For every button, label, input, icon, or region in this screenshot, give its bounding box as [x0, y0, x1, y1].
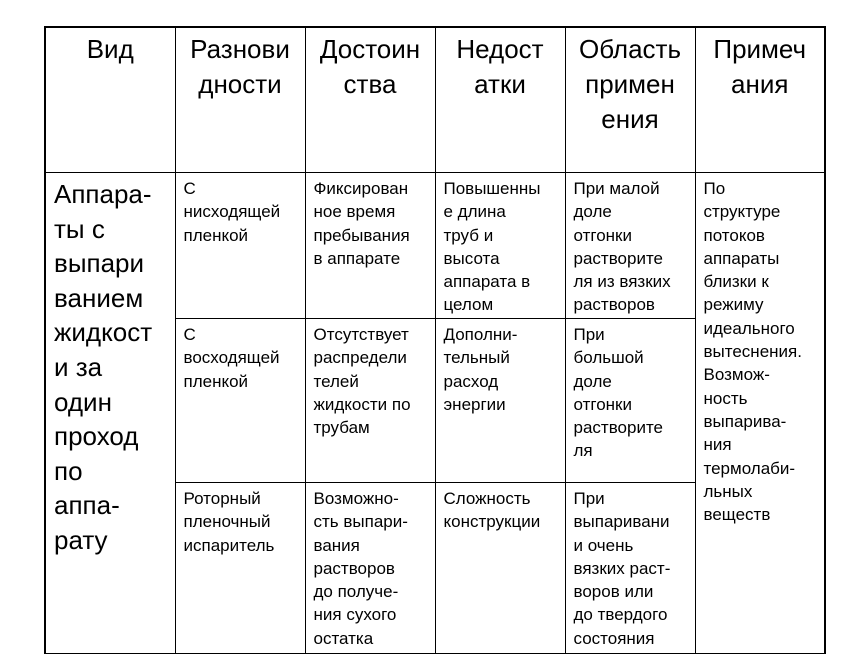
- header-kind: Вид: [86, 34, 134, 64]
- disadvantages-cell: [435, 319, 565, 483]
- advantages-cell: [305, 483, 435, 654]
- disadvantages-text: Сложность конструкции: [443, 489, 541, 532]
- header-cell-notes: [695, 27, 825, 173]
- application-cell: [565, 173, 695, 319]
- disadvantages-text: Дополни- тельный расход энергии: [443, 325, 518, 414]
- variety-cell: [175, 319, 305, 483]
- application-text: При выпаривани и очень вязких раст- воров или до твердого состояния: [573, 489, 671, 648]
- advantages-text: Отсутствует распредели телей жидкости по трубам: [313, 325, 411, 438]
- table-row: [45, 173, 825, 319]
- kind-text: Аппара- ты с выпари ванием жидкост и за один проход по аппа- рату: [54, 179, 153, 555]
- disadvantages-cell: [435, 173, 565, 319]
- header-cell-advantages: [305, 27, 435, 173]
- variety-text: С нисходящей пленкой: [183, 179, 281, 245]
- comparison-table: [44, 26, 826, 654]
- header-disadvantages: Недост атки: [456, 34, 544, 99]
- variety-cell: [175, 173, 305, 319]
- disadvantages-cell: [435, 483, 565, 654]
- header-cell-kind: [45, 27, 175, 173]
- header-cell-application: [565, 27, 695, 173]
- application-text: При малой доле отгонки растворите ля из вязких растворов: [573, 179, 671, 315]
- kind-cell: [45, 173, 175, 654]
- header-varieties: Разнови дности: [190, 34, 290, 99]
- header-cell-disadvantages: [435, 27, 565, 173]
- advantages-cell: [305, 319, 435, 483]
- notes-text: По структуре потоков аппараты близки к режиму идеального вытеснения. Возмож- ность выпарива- ния термолаби- льных веществ: [703, 179, 802, 525]
- application-cell: [565, 319, 695, 483]
- notes-cell: [695, 173, 825, 654]
- advantages-text: Возможно- сть выпари- вания растворов до получе- ния сухого остатка: [313, 489, 408, 648]
- header-advantages: Достоин ства: [319, 34, 421, 99]
- table-header-row: [45, 27, 825, 173]
- header-notes: Примеч ания: [713, 34, 807, 99]
- application-text: При большой доле отгонки растворите ля: [573, 325, 663, 461]
- advantages-cell: [305, 173, 435, 319]
- table-frame: [44, 26, 824, 666]
- header-application: Область примен ения: [578, 34, 682, 134]
- variety-text: С восходящей пленкой: [183, 325, 280, 391]
- disadvantages-text: Повышенны е длина труб и высота аппарата в целом: [443, 179, 541, 315]
- variety-cell: [175, 483, 305, 654]
- application-cell: [565, 483, 695, 654]
- variety-text: Роторный пленочный испаритель: [183, 489, 275, 555]
- header-cell-varieties: [175, 27, 305, 173]
- advantages-text: Фиксирован ное время пребывания в аппарате: [313, 179, 410, 268]
